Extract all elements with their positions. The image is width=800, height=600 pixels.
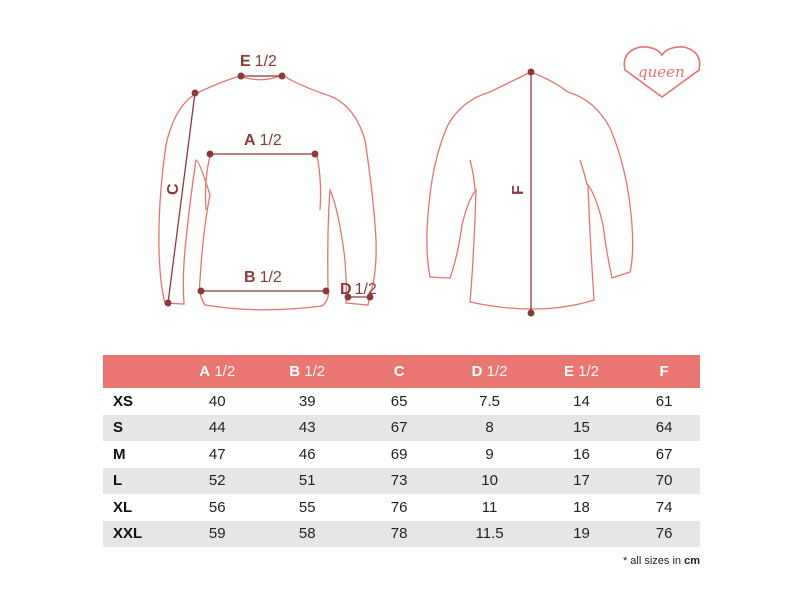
table-cell: 73 (390, 472, 408, 490)
table-cell: 59 (208, 525, 226, 543)
table-cell: 7.5 (479, 392, 501, 410)
table-row (103, 441, 700, 468)
table-cell: 52 (208, 472, 226, 490)
table-cell: 58 (298, 525, 316, 543)
table-cell: 43 (298, 419, 316, 437)
table-cell: 69 (390, 445, 408, 463)
table-cell: 18 (573, 498, 590, 516)
footnote-text: * all sizes in (622, 555, 685, 567)
table-cell: 44 (208, 419, 226, 437)
measure-lines (165, 69, 534, 316)
label-c: C (165, 183, 182, 195)
back-garment-outline (427, 72, 633, 309)
table-cell: 8 (485, 419, 494, 437)
table-cell: 15 (573, 419, 590, 437)
header-b: B 1/2 (289, 363, 326, 380)
table-row (103, 415, 700, 442)
table-cell: 76 (390, 498, 408, 516)
header-d: D 1/2 (471, 363, 508, 380)
queen-logo (624, 47, 699, 97)
size-label: M (113, 445, 126, 463)
size-label: XL (113, 498, 133, 516)
table-cell: 78 (390, 525, 408, 543)
label-e: E 1/2 (240, 53, 277, 70)
table-cell: 10 (481, 472, 498, 490)
table-cell: 16 (573, 445, 590, 463)
table-cell: 14 (573, 392, 590, 410)
table-header (103, 355, 700, 388)
footnote (623, 555, 700, 567)
footnote-unit: cm (684, 555, 700, 567)
table-row (103, 468, 700, 495)
table-row (103, 494, 700, 521)
table-cell: 76 (655, 525, 673, 543)
label-a: A 1/2 (244, 132, 282, 149)
table-cell: 46 (298, 445, 316, 463)
table-cell: 40 (208, 392, 226, 410)
table-cell: 51 (298, 472, 316, 490)
table-cell: 74 (655, 498, 673, 516)
table-cell: 47 (208, 445, 226, 463)
table-row (103, 521, 700, 548)
table-cell: 70 (655, 472, 673, 490)
header-c: C (393, 363, 405, 380)
label-b: B 1/2 (244, 269, 282, 286)
table-cell: 61 (655, 392, 673, 410)
table-cell: 67 (390, 419, 408, 437)
table-cell: 19 (573, 525, 590, 543)
header-e: E 1/2 (563, 363, 600, 380)
size-label: S (113, 419, 124, 437)
header-a: A 1/2 (199, 363, 236, 380)
table-cell: 55 (298, 498, 316, 516)
label-d: D 1/2 (340, 281, 377, 298)
table-cell: 39 (298, 392, 316, 410)
size-label: L (113, 472, 123, 490)
table-cell: 11.5 (475, 525, 504, 543)
table-cell: 67 (655, 445, 673, 463)
table-cell: 11 (481, 498, 498, 516)
size-table (103, 355, 700, 547)
size-label: XS (113, 392, 134, 410)
header-f: F (659, 363, 669, 380)
svg-text:queen: queen (638, 63, 685, 81)
table-cell: 64 (655, 419, 673, 437)
table-cell: 56 (208, 498, 226, 516)
table-row (103, 388, 700, 415)
table-cell: 65 (390, 392, 408, 410)
table-cell: 9 (485, 445, 494, 463)
size-label: XXL (113, 525, 143, 543)
label-f: F (510, 185, 527, 195)
table-cell: 17 (573, 472, 590, 490)
